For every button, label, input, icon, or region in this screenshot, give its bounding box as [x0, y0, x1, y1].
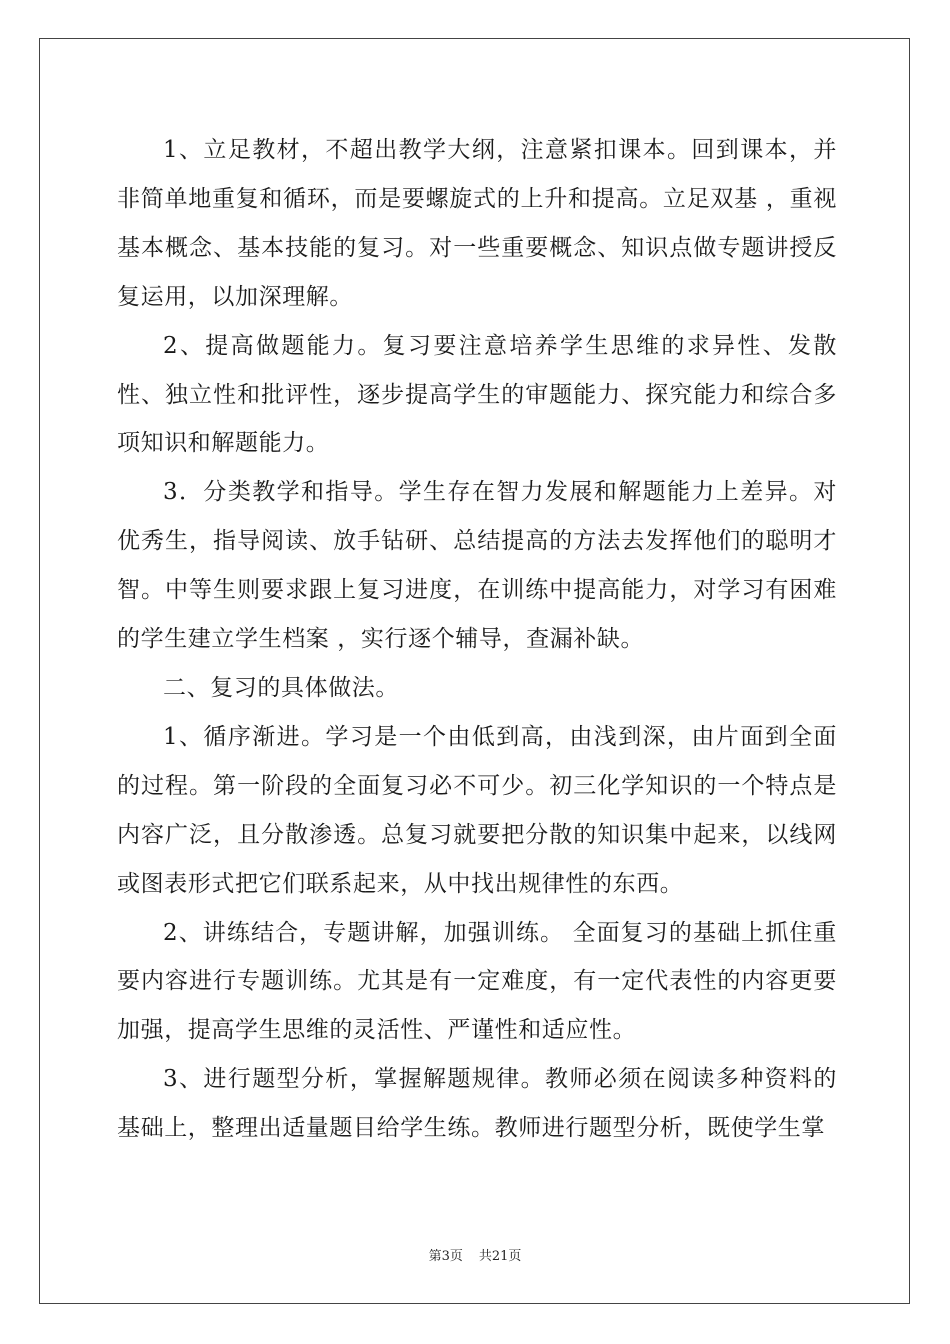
page-footer: [0, 1245, 950, 1264]
page-total: 共21页: [478, 1249, 522, 1264]
paragraph: 1、循序渐进。学习是一个由低到高，由浅到深，由片面到全面的过程。第一阶段的全面复习必不可少。初三化学知识的一个特点是内容广泛，且分散渗透。总复习就要把分散的知识集中起来，以线网或图表形式把它们联系起来，从中找出规律性的东西。: [117, 723, 837, 897]
paragraph: 2、提高做题能力。复习要注意培养学生思维的求异性、发散性、独立性和批评性，逐步提高学生的审题能力、探究能力和综合多项知识和解题能力。: [117, 332, 837, 457]
paragraph: 3．分类教学和指导。学生存在智力发展和解题能力上差异。对优秀生，指导阅读、放手钻研、总结提高的方法去发挥他们的聪明才智。中等生则要求跟上复习进度，在训练中提高能力，对学习有困难的学生建立学生档案 ，实行逐个辅导，查漏补缺。: [117, 479, 837, 653]
section-heading: 二、复习的具体做法。: [163, 674, 399, 701]
document-body: [117, 126, 837, 1153]
paragraph: 2、讲练结合，专题讲解，加强训练。 全面复习的基础上抓住重要内容进行专题训练。尤其是有一定难度，有一定代表性的内容更要加强，提高学生思维的灵活性、严谨性和适应性。: [117, 919, 837, 1044]
paragraph: 1、立足教材，不超出教学大纲，注意紧扣课本。回到课本，并非简单地重复和循环，而是要螺旋式的上升和提高。立足双基 ，重视基本概念、基本技能的复习。对一些重要概念、知识点做专题讲授反复运用，以加深理解。: [117, 137, 837, 310]
paragraph: 3、进行题型分析，掌握解题规律。教师必须在阅读多种资料的基础上，整理出适量题目给学生练。教师进行题型分析，既使学生掌: [117, 1066, 837, 1142]
page-number: 第3页: [428, 1249, 463, 1264]
